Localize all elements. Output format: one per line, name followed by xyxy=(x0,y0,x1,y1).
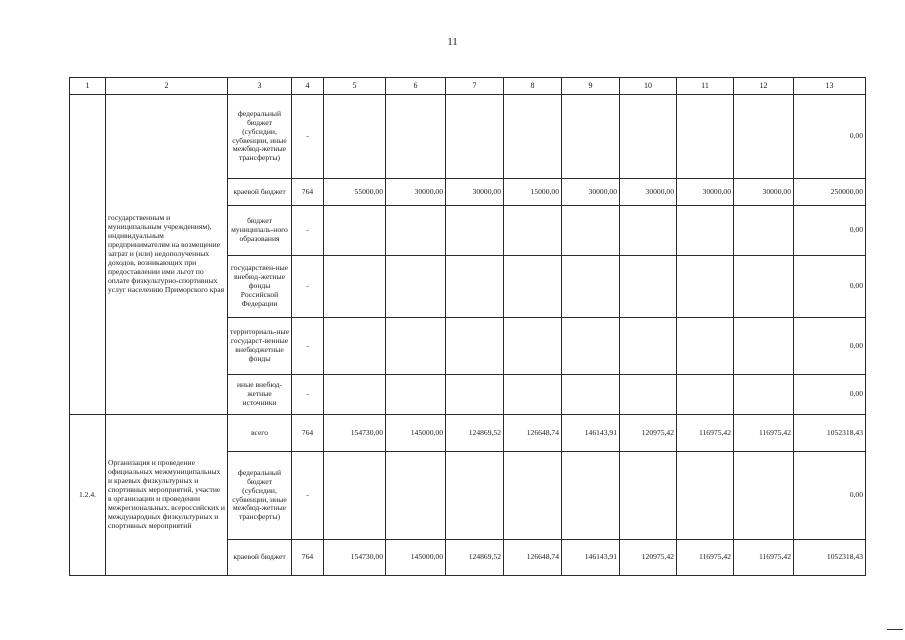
year-value xyxy=(324,452,386,540)
total-value: 1052318,43 xyxy=(794,540,866,576)
page-number: 11 xyxy=(447,36,458,48)
year-value xyxy=(562,95,620,179)
year-value: 120975,42 xyxy=(620,415,677,452)
year-value xyxy=(677,206,734,256)
year-value xyxy=(734,452,794,540)
year-value: 55000,00 xyxy=(324,179,386,206)
column-header-8: 8 xyxy=(504,78,562,95)
year-value xyxy=(562,375,620,415)
funding-source: федеральный бюджет (субсидии, субвенции, иные межбюд-жетные трансферты) xyxy=(228,95,292,179)
year-value xyxy=(734,375,794,415)
year-value xyxy=(504,452,562,540)
year-value xyxy=(677,375,734,415)
header-row xyxy=(70,78,866,95)
budget-code: 764 xyxy=(292,415,324,452)
total-value: 1052318,43 xyxy=(794,415,866,452)
year-value xyxy=(386,206,446,256)
year-value: 146143,91 xyxy=(562,415,620,452)
column-header-13: 13 xyxy=(794,78,866,95)
year-value: 116975,42 xyxy=(677,415,734,452)
year-value xyxy=(324,375,386,415)
item-number: 1.2.4. xyxy=(70,415,106,576)
year-value xyxy=(446,256,504,318)
year-value: 154730,00 xyxy=(324,415,386,452)
total-value: 0,00 xyxy=(794,206,866,256)
year-value xyxy=(562,318,620,375)
year-value xyxy=(324,95,386,179)
budget-code: - xyxy=(292,318,324,375)
year-value xyxy=(504,206,562,256)
funding-source: всего xyxy=(228,415,292,452)
year-value xyxy=(677,256,734,318)
year-value xyxy=(446,206,504,256)
year-value: 126648,74 xyxy=(504,540,562,576)
funding-source: иные внебюд-жетные источники xyxy=(228,375,292,415)
year-value xyxy=(620,375,677,415)
year-value: 30000,00 xyxy=(446,179,504,206)
budget-code: - xyxy=(292,95,324,179)
column-header-4: 4 xyxy=(292,78,324,95)
budget-code: 764 xyxy=(292,540,324,576)
total-value: 0,00 xyxy=(794,95,866,179)
budget-code: - xyxy=(292,375,324,415)
year-value: 30000,00 xyxy=(734,179,794,206)
year-value xyxy=(677,452,734,540)
column-header-1: 1 xyxy=(70,78,106,95)
year-value: 116975,42 xyxy=(677,540,734,576)
total-value: 250000,00 xyxy=(794,179,866,206)
column-header-3: 3 xyxy=(228,78,292,95)
year-value: 124869,52 xyxy=(446,415,504,452)
year-value xyxy=(620,95,677,179)
item-description: Организация и проведение официальных межмуниципальных и краевых физкультурных и спортивных мероприятий, участие в организации и проведении межрегиональных, всероссийских и международных физкультурных и спортивных мероприятий xyxy=(106,415,228,576)
column-header-9: 9 xyxy=(562,78,620,95)
year-value xyxy=(677,318,734,375)
year-value: 146143,91 xyxy=(562,540,620,576)
item-number xyxy=(70,95,106,415)
table-row xyxy=(70,415,866,452)
year-value: 15000,00 xyxy=(504,179,562,206)
year-value xyxy=(620,256,677,318)
year-value: 154730,00 xyxy=(324,540,386,576)
funding-source: федеральный бюджет (субсидии, субвенции, иные межбюд-жетные трансферты) xyxy=(228,452,292,540)
budget-code: - xyxy=(292,256,324,318)
year-value xyxy=(734,95,794,179)
year-value xyxy=(386,95,446,179)
year-value xyxy=(734,318,794,375)
year-value: 126648,74 xyxy=(504,415,562,452)
column-header-11: 11 xyxy=(677,78,734,95)
item-description: государственным и муниципальным учреждениям), индивидуальным предпринимателям на возмещение затрат и (или) недополученных доходов, возникающих при предоставлении ими льгот по оплате физкультурно-спортивных услуг населению Приморского края xyxy=(106,95,228,415)
year-value xyxy=(386,256,446,318)
year-value xyxy=(446,95,504,179)
year-value: 116975,42 xyxy=(734,415,794,452)
year-value xyxy=(562,206,620,256)
total-value: 0,00 xyxy=(794,375,866,415)
year-value xyxy=(324,206,386,256)
year-value xyxy=(446,452,504,540)
budget-code: - xyxy=(292,206,324,256)
year-value: 120975,42 xyxy=(620,540,677,576)
year-value xyxy=(386,375,446,415)
year-value: 30000,00 xyxy=(620,179,677,206)
year-value: 145000,00 xyxy=(386,415,446,452)
total-value: 0,00 xyxy=(794,318,866,375)
column-header-12: 12 xyxy=(734,78,794,95)
year-value xyxy=(446,375,504,415)
year-value: 145000,00 xyxy=(386,540,446,576)
total-value: 0,00 xyxy=(794,256,866,318)
column-header-5: 5 xyxy=(324,78,386,95)
year-value xyxy=(620,318,677,375)
total-value: 0,00 xyxy=(794,452,866,540)
year-value xyxy=(677,95,734,179)
year-value xyxy=(620,206,677,256)
year-value xyxy=(734,256,794,318)
year-value: 30000,00 xyxy=(386,179,446,206)
column-header-7: 7 xyxy=(446,78,504,95)
budget-code: 764 xyxy=(292,179,324,206)
year-value xyxy=(386,452,446,540)
column-header-6: 6 xyxy=(386,78,446,95)
budget-table xyxy=(69,77,866,576)
year-value xyxy=(324,318,386,375)
year-value xyxy=(562,452,620,540)
funding-source: территориаль-ные государст-венные внебюджетные фонды xyxy=(228,318,292,375)
year-value xyxy=(734,206,794,256)
year-value: 30000,00 xyxy=(677,179,734,206)
funding-source: бюджет муниципаль-ного образования xyxy=(228,206,292,256)
year-value xyxy=(504,375,562,415)
year-value xyxy=(324,256,386,318)
year-value: 116975,42 xyxy=(734,540,794,576)
year-value xyxy=(386,318,446,375)
table-row xyxy=(70,95,866,179)
funding-source: краевой бюджет xyxy=(228,540,292,576)
year-value: 30000,00 xyxy=(562,179,620,206)
budget-code: - xyxy=(292,452,324,540)
year-value xyxy=(504,95,562,179)
column-header-2: 2 xyxy=(106,78,228,95)
year-value xyxy=(504,318,562,375)
year-value xyxy=(562,256,620,318)
funding-source: государствен-ные внебюд-жетные фонды Российской Федерации xyxy=(228,256,292,318)
year-value xyxy=(446,318,504,375)
year-value xyxy=(620,452,677,540)
year-value: 124869,52 xyxy=(446,540,504,576)
funding-source: краевой бюджет xyxy=(228,179,292,206)
year-value xyxy=(504,256,562,318)
corner-mark xyxy=(887,629,903,630)
column-header-10: 10 xyxy=(620,78,677,95)
